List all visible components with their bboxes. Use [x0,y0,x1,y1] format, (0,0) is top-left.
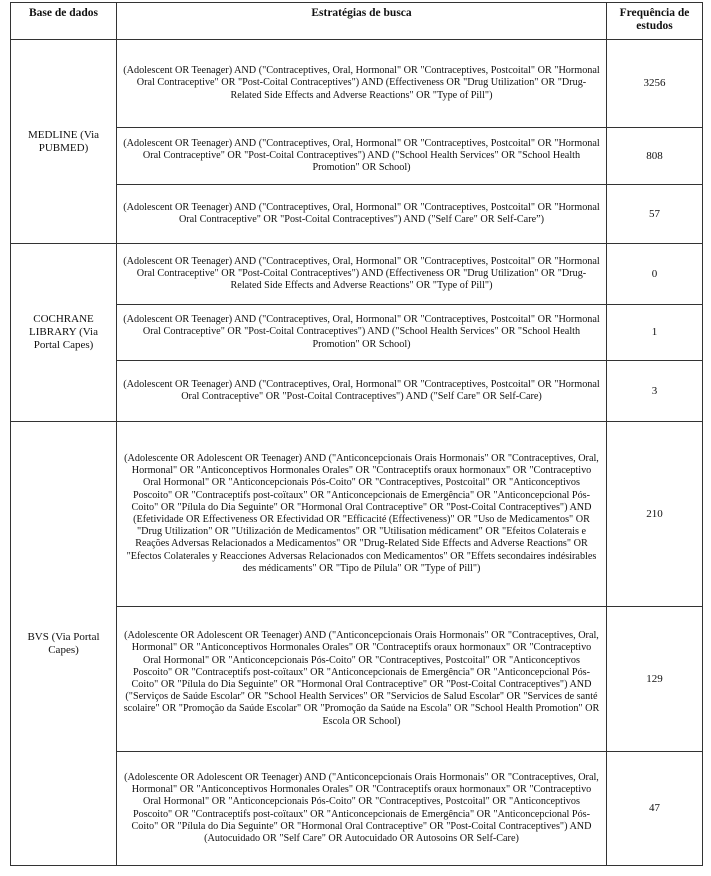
base-bvs: BVS (Via Portal Capes) [11,422,117,866]
search-strategy-table [10,2,703,866]
strategy-cell: (Adolescente OR Adolescent OR Teenager) AND ("Anticoncepcionais Orais Hormonais" OR "Contraceptives, Oral, Hormonal" OR "Anticonceptivos Hormonales Orales" OR "Contraceptifs oraux hormonaux" OR "Contraceptivo Oral Hormonal" OR "Anticoncepcionais Pós-Coito" OR "Contraceptives, Postcoital" OR "Anticonceptivos Poscoito" OR "Contraceptifs post-coïtaux" OR "Anticoncepcionais de Emergência" OR "Anticoncepcional Pós-Coito" OR "Pílula do Dia Seguinte" OR "Hormonal Oral Contraceptive" OR "Post-Coital Contraceptives") AND ("Serviços de Saúde Escolar" OR "School Health Services" OR "Servicios de Salud Escolar" OR "Services de santé scolaire" OR "Promoção da Saúde Escolar" OR "Promoção da Saúde na Escola" OR "School Health Promotion" OR Escola OR School) [117,607,607,752]
header-base: Base de dados [11,3,117,40]
header-row [11,3,703,40]
frequency-cell: 1 [607,305,703,361]
strategy-cell: (Adolescent OR Teenager) AND ("Contraceptives, Oral, Hormonal" OR "Contraceptives, Postcoital" OR "Hormonal Oral Contraceptive" OR "Post-Coital Contraceptives") AND (Effectiveness OR "Drug Utilization" OR "Drug-Related Side Effects and Adverse Reactions" OR "Type of Pill") [117,244,607,305]
strategy-cell: (Adolescent OR Teenager) AND ("Contraceptives, Oral, Hormonal" OR "Contraceptives, Postcoital" OR "Hormonal Oral Contraceptive" OR "Post-Coital Contraceptives") AND ("School Health Services" OR "School Health Promotion" OR School) [117,128,607,185]
base-medline: MEDLINE (Via PUBMED) [11,40,117,244]
strategy-cell: (Adolescent OR Teenager) AND ("Contraceptives, Oral, Hormonal" OR "Contraceptives, Postcoital" OR "Hormonal Oral Contraceptive" OR "Post-Coital Contraceptives") AND ("Self Care" OR Self-Care”) [117,185,607,244]
frequency-cell: 3256 [607,40,703,128]
frequency-cell: 0 [607,244,703,305]
header-strategy: Estratégias de busca [117,3,607,40]
strategy-cell: (Adolescente OR Adolescent OR Teenager) AND ("Anticoncepcionais Orais Hormonais" OR "Contraceptives, Oral, Hormonal" OR "Anticonceptivos Hormonales Orales" OR "Contraceptifs oraux hormonaux" OR "Contraceptivo Oral Hormonal" OR "Anticoncepcionais Pós-Coito" OR "Contraceptives, Postcoital" OR "Anticonceptivos Poscoito" OR "Contraceptifs post-coïtaux" OR "Anticoncepcionais de Emergência" OR "Anticoncepcional Pós-Coito" OR "Pílula do Dia Seguinte" OR "Hormonal Oral Contraceptive" OR "Post-Coital Contraceptives") AND (Efetividade OR Effectiveness OR Efectividad OR "Efficacité (Effectiveness)" OR "Uso de Medicamentos" OR "Drug Utilization" OR "Utilización de Medicamentos" OR "Utilisation médicament" OR "Efeitos Colaterais e Reações Adversas Relacionados a Medicamentos" OR "Drug-Related Side Effects and Adverse Reactions" OR "Efectos Colaterales y Reacciones Adversas Relacionados con Medicamentos" OR "Effets secondaires indésirables des médicaments" OR "Tipo de Pílula" OR "Type of Pill") [117,422,607,607]
base-cochrane: COCHRANE LIBRARY (Via Portal Capes) [11,244,117,422]
frequency-cell: 57 [607,185,703,244]
strategy-cell: (Adolescent OR Teenager) AND ("Contraceptives, Oral, Hormonal" OR "Contraceptives, Postcoital" OR "Hormonal Oral Contraceptive" OR "Post-Coital Contraceptives") AND ("Self Care" OR Self-Care) [117,361,607,422]
strategy-cell: (Adolescent OR Teenager) AND ("Contraceptives, Oral, Hormonal" OR "Contraceptives, Postcoital" OR "Hormonal Oral Contraceptive" OR "Post-Coital Contraceptives") AND (Effectiveness OR "Drug Utilization" OR "Drug-Related Side Effects and Adverse Reactions" OR "Type of Pill") [117,40,607,128]
frequency-cell: 808 [607,128,703,185]
frequency-cell: 210 [607,422,703,607]
strategy-cell: (Adolescente OR Adolescent OR Teenager) AND ("Anticoncepcionais Orais Hormonais" OR "Contraceptives, Oral, Hormonal" OR "Anticonceptivos Hormonales Orales" OR "Contraceptifs oraux hormonaux" OR "Contraceptivo Oral Hormonal" OR "Anticoncepcionais Pós-Coito" OR "Contraceptives, Postcoital" OR "Anticonceptivos Poscoito" OR "Contraceptifs post-coïtaux" OR "Anticoncepcionais de Emergência" OR "Anticoncepcional Pós-Coito" OR "Pílula do Dia Seguinte" OR "Hormonal Oral Contraceptive" OR "Post-Coital Contraceptives") AND (Autocuidado OR "Self Care" OR Autocuidado OR Autosoins OR Self-Care) [117,752,607,866]
table-row [11,422,703,607]
frequency-cell: 129 [607,607,703,752]
frequency-cell: 47 [607,752,703,866]
table-row [11,40,703,128]
frequency-cell: 3 [607,361,703,422]
strategy-cell: (Adolescent OR Teenager) AND ("Contraceptives, Oral, Hormonal" OR "Contraceptives, Postcoital" OR "Hormonal Oral Contraceptive" OR "Post-Coital Contraceptives") AND ("School Health Services" OR "School Health Promotion" OR School) [117,305,607,361]
header-frequency: Frequência de estudos [607,3,703,40]
table-row [11,244,703,305]
